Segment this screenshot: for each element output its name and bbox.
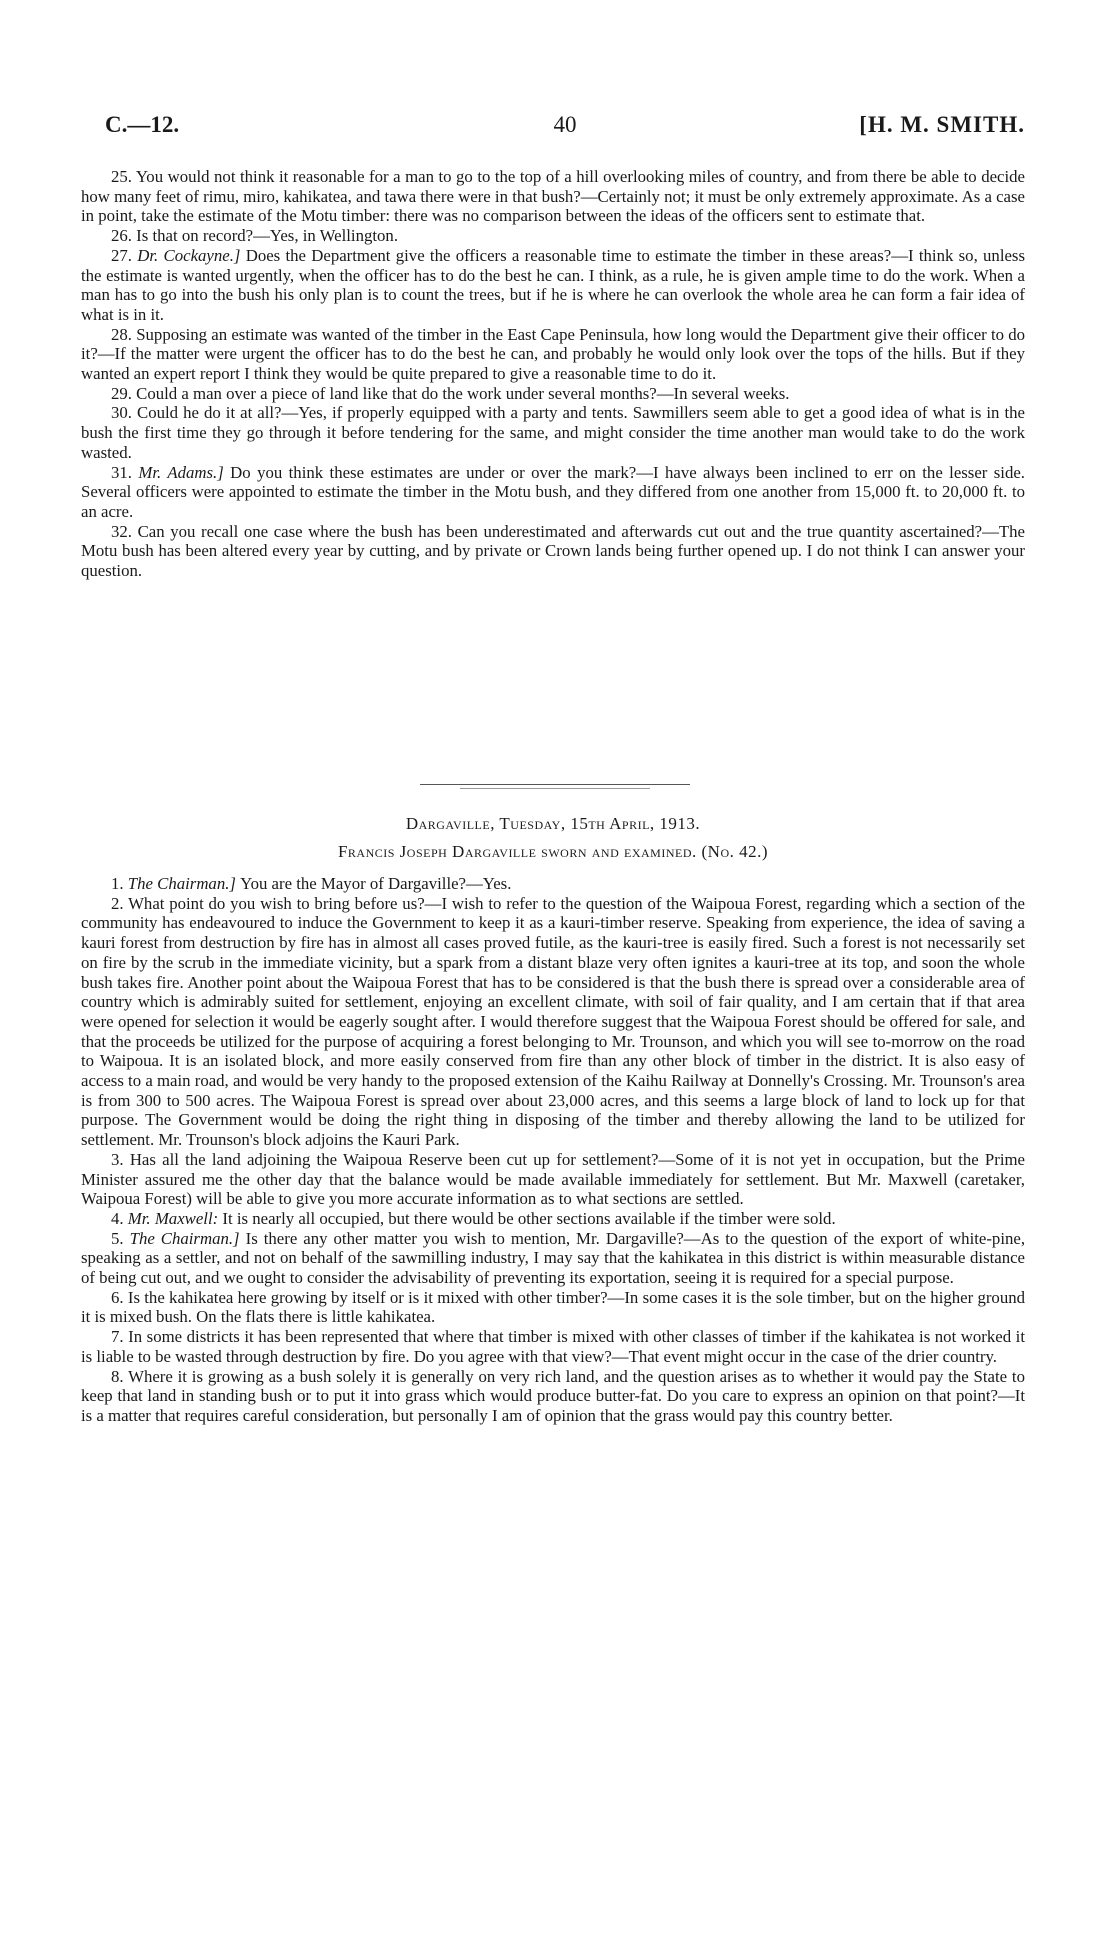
- question-number: 7.: [111, 1327, 129, 1347]
- question-paragraph: [81, 246, 1025, 325]
- question-paragraph: [81, 463, 1025, 522]
- paragraph-text: Supposing an estimate was wanted of the timber in the East Cape Peninsula, how long would the Department give their officer to do it?—If the matter were urgent the officer has to do the best he can, and probably he would only look over the tops of the hills. But if they wanted an expert report I think they would be quite prepared to give a reasonable time to do it.: [81, 324, 1026, 384]
- question-number: 25.: [111, 167, 136, 186]
- question-paragraph: [81, 325, 1025, 384]
- question-number: 32.: [111, 521, 138, 541]
- paragraph-text: Has all the land adjoining the Waipoua Reserve been cut up for settlement?—Some of it is not yet in occupation, but the Prime Minister assured me the other day that the balance would be made available immediately for settlement. But Mr. Maxwell (caretaker, Waipoua Forest) will be able to give you more accurate information as to what sections are settled.: [81, 1149, 1026, 1209]
- question-number: 31.: [111, 462, 139, 482]
- bottom-section: [81, 874, 1025, 1426]
- question-paragraph: [81, 403, 1025, 462]
- top-section: [81, 167, 1025, 581]
- page-number: 40: [553, 112, 577, 137]
- paragraph-text: You would not think it reasonable for a man to go to the top of a hill overlooking miles of country, and from there be able to decide how many feet of rimu, miro, kahikatea, and tawa there were in that bush?—Certainly not; it must be only extremely approximate. As a case in point, take the estimate of the Motu timber: there was no comparison between the ideas of the officers sent to estimate that.: [81, 167, 1025, 226]
- paragraph-text: You are the Mayor of Dargaville?—Yes.: [240, 874, 512, 893]
- paragraph-text: Can you recall one case where the bush has been underestimated and afterwards cut out and the true quantity ascertained?—The Motu bush has been altered every year by cutting, and by private or Crown lands being further opened up. I do not think I can answer your question.: [81, 521, 1026, 581]
- question-paragraph: [81, 874, 1025, 894]
- question-number: 29.: [111, 383, 137, 403]
- section-dateline: Dargaville, Tuesday, 15th April, 1913.: [405, 814, 701, 833]
- page-header: [105, 112, 1025, 146]
- question-number: 30.: [111, 403, 138, 423]
- question-paragraph: [81, 522, 1025, 581]
- witness-name: [H. M. SMITH.: [859, 112, 1025, 137]
- paragraph-text: What point do you wish to bring before us?—I wish to refer to the question of the Waipoua Forest, regarding which a section of the community has endeavoured to induce the Government to keep it as a kauri-timber reserve. Speaking from experience, the idea of saving a kauri forest from destruction by fire has in almost all cases proved futile, as the kauri-tree is easily fired. Such a forest is not necessarily set on fire by the scrub in the immediate vicinity, but a spark from a distant blaze very often ignites a kauri-tree at its top, and soon the whole bush takes fire. Another point about the Waipoua Forest that has to be considered is that the bush there is spread over a considerable area of country which is admirably suited for settlement, enjoying an excellent climate, with soil of fair quality, and I am certain that if that area were opened for selection it would be eagerly sought after. I would therefore suggest that the Waipoua Forest should be offered for sale, and that the proceeds be utilized for the purpose of acquiring a forest belonging to Mr. Trounson, and which you will see to-morrow on the road to Waipoua. It is an isolated block, and more easily conserved from fire than any other block of timber in the district. It is also easy of access to a main road, and would be very handy to the proposed extension of the Kaihu Railway at Donnelly's Crossing. Mr. Trounson's area is from 300 to 500 acres. The Waipoua Forest is spread over about 23,000 acres, and this seems a large block of land to lock up for that purpose. The Government would be doing the right thing in disposing of the timber and thereby allowing the land to be utilized for settlement. Mr. Trounson's block adjoins the Kauri Park.: [81, 893, 1025, 1150]
- section-divider: [420, 784, 690, 785]
- paragraph-text: Do you think these estimates are under or over the mark?—I have always been inclined to err on the lesser side. Several officers were appointed to estimate the timber in the Motu bush, and they differed from one another from 15,000 ft. to 20,000 ft. to an acre.: [81, 462, 1026, 521]
- question-number: 1.: [111, 874, 128, 893]
- speaker-name: Dr. Cockayne.]: [137, 245, 246, 265]
- question-paragraph: [81, 1288, 1025, 1327]
- question-number: 6.: [111, 1287, 128, 1307]
- paragraph-text: Is there any other matter you wish to mention, Mr. Dargaville?—As to the question of the export of white-pine, speaking as a settler, and not on behalf of the sawmilling industry, I may say that the kahikatea in this district is within measurable distance of being cut out, and we ought to consider the advisability of preventing its exportation, seeing it is required for a special purpose.: [81, 1228, 1026, 1288]
- question-paragraph: [81, 226, 1025, 246]
- paragraph-text: Could he do it at all?—Yes, if properly equipped with a party and tents. Sawmillers seem able to get a good idea of what is in the bush the first time they go through it before tendering for the same, and might consider the time another man would take to do the work wasted.: [81, 403, 1025, 462]
- paragraph-text: It is nearly all occupied, but there would be other sections available if the timber were sold.: [222, 1208, 836, 1228]
- paragraph-text: Could a man over a piece of land like that do the work under several months?—In several weeks.: [136, 383, 790, 403]
- paragraph-text: Is the kahikatea here growing by itself or is it mixed with other timber?—In some cases it is the sole timber, but on the higher ground it is mixed bush. On the flats there is little kahikatea.: [81, 1287, 1025, 1327]
- question-paragraph: [81, 1209, 1025, 1229]
- document-code: C.—12.: [105, 112, 180, 137]
- question-paragraph: [81, 1229, 1025, 1288]
- question-number: 3.: [111, 1149, 130, 1169]
- question-number: 26.: [111, 226, 137, 246]
- question-number: 8.: [111, 1366, 129, 1386]
- witness-sworn-line: Francis Joseph Dargaville sworn and examined. (No. 42.): [337, 842, 769, 861]
- question-number: 4.: [111, 1208, 128, 1228]
- paragraph-text: Is that on record?—Yes, in Wellington.: [136, 226, 399, 246]
- paragraph-text: Does the Department give the officers a reasonable time to estimate the timber in these areas?—I think so, unless the estimate is wanted urgently, when the officer has to do the best he can. I think, as a rule, he is given ample time to do the work. When a man has to go into the bush his only plan is to count the trees, but if he is where he can overlook the whole area he can form a fair idea of what is in it.: [81, 245, 1025, 324]
- question-paragraph: [81, 167, 1025, 226]
- question-paragraph: [81, 894, 1025, 1150]
- question-number: 27.: [111, 245, 138, 265]
- paragraph-text: Where it is growing as a bush solely it is generally on very rich land, and the question arises as to whether it would pay the State to keep that land in standing bush or to put it into grass which would produce butter-fat. Do you care to express an opinion on that point?—It is a matter that requires careful consideration, but personally I am of opinion that the grass would pay this country better.: [81, 1366, 1025, 1425]
- speaker-name: The Chairman.]: [127, 874, 241, 893]
- question-paragraph: [81, 1367, 1025, 1426]
- paragraph-text: In some districts it has been represented that where that timber is mixed with other classes of timber if the kahikatea is not worked it is liable to be wasted through destruction by fire. Do you agree with that view?—That event might occur in the case of the drier country.: [81, 1327, 1025, 1366]
- question-number: 28.: [111, 324, 137, 344]
- speaker-name: Mr. Adams.]: [138, 462, 231, 482]
- question-paragraph: [81, 1327, 1025, 1366]
- question-paragraph: [81, 384, 1025, 404]
- speaker-name: The Chairman.]: [129, 1228, 246, 1248]
- question-number: 2.: [111, 893, 129, 913]
- question-number: 5.: [111, 1228, 130, 1248]
- question-paragraph: [81, 1150, 1025, 1209]
- section-divider-inner: [460, 788, 650, 789]
- speaker-name: Mr. Maxwell:: [127, 1208, 223, 1228]
